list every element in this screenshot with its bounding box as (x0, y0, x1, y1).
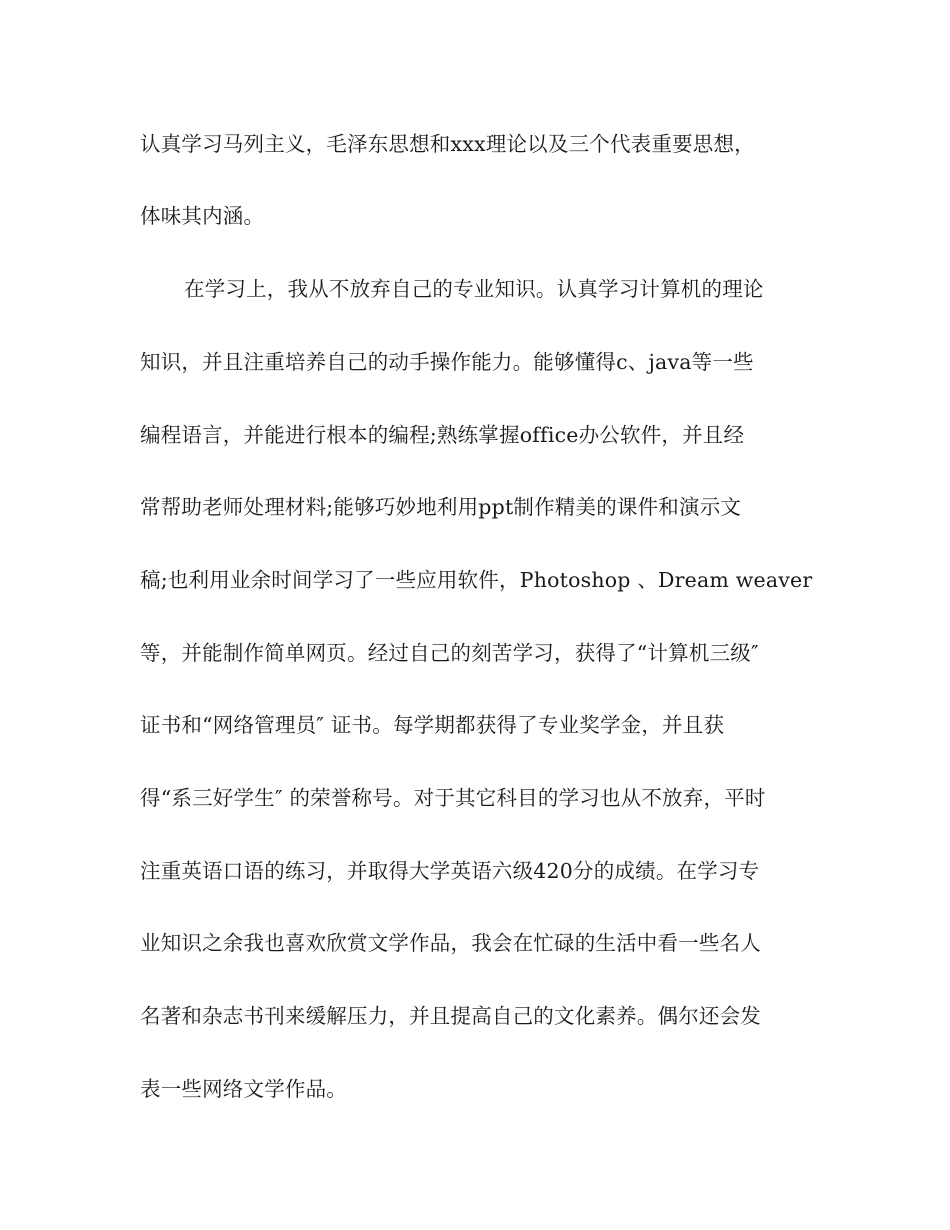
text-line: 名著和杂志书刊来缓解压力，并且提高自己的文化素养。偶尔还会发 (140, 1004, 761, 1028)
text-line: 常帮助老师处理材料;能够巧妙地利用ppt制作精美的课件和演示文 (140, 495, 742, 519)
text-line: 证书和“网络管理员″ 证书。每学期都获得了专业奖学金，并且获 (140, 713, 725, 737)
paragraph-first-line: 在学习上，我从不放弃自己的专业知识。认真学习计算机的理论 (184, 277, 764, 301)
text-line: 认真学习马列主义，毛泽东思想和xxx理论以及三个代表重要思想， (140, 132, 755, 156)
text-line: 表一些网络文学作品。 (140, 1077, 347, 1101)
text-line: 注重英语口语的练习，并取得大学英语六级420分的成绩。在学习专 (140, 859, 760, 883)
text-line: 得“系三好学生″ 的荣誉称号。对于其它科目的学习也从不放弃，平时 (140, 786, 766, 810)
text-line: 体味其内涵。 (140, 204, 265, 228)
text-line: 知识，并且注重培养自己的动手操作能力。能够懂得c、java等一些 (140, 350, 754, 374)
text-line: 编程语言，并能进行根本的编程;熟练掌握office办公软件，并且经 (140, 423, 745, 447)
text-line: 等，并能制作简单网页。经过自己的刻苦学习，获得了“计算机三级″ (140, 641, 759, 665)
text-line: 稿;也利用业余时间学习了一些应用软件，Photoshop 、Dream weaver (140, 568, 813, 592)
text-line: 业知识之余我也喜欢欣赏文学作品，我会在忙碌的生活中看一些名人 (140, 931, 761, 955)
